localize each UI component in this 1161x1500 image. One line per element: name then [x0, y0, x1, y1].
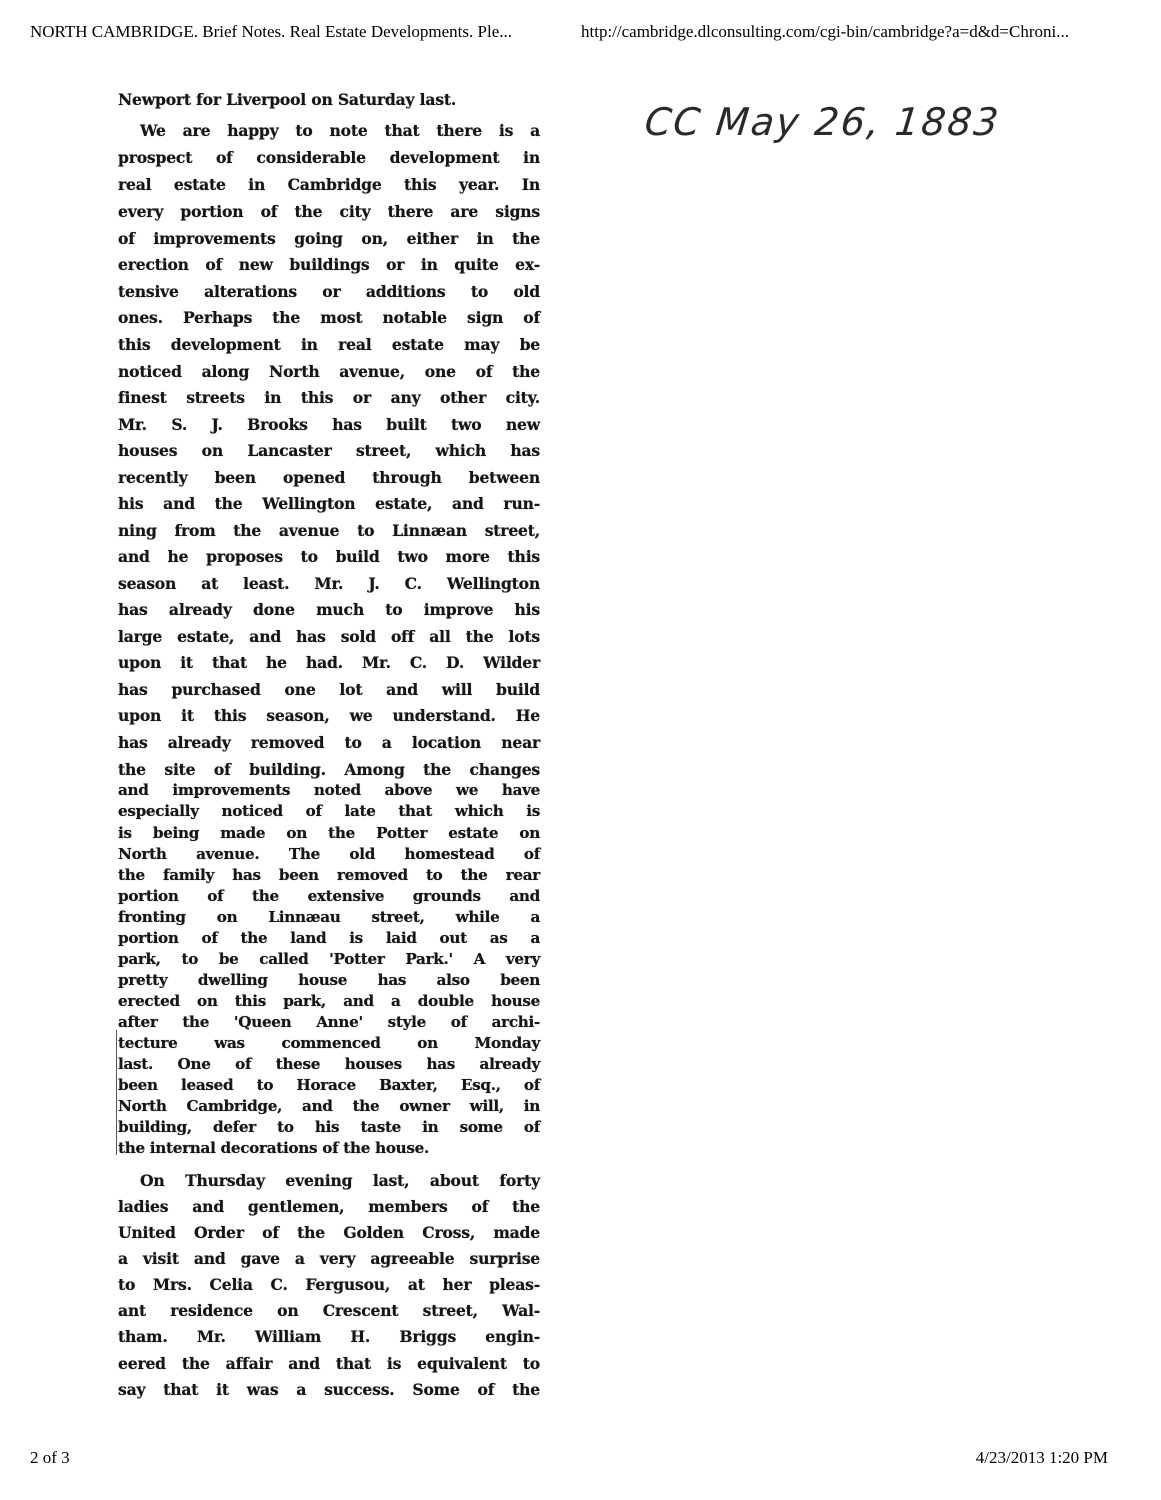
article-line: building, defer to his taste in some of [118, 1118, 540, 1136]
article-line: after the 'Queen Anne' style of archi- [118, 1013, 540, 1031]
article-line: portion of the land is laid out as a [118, 929, 540, 947]
article-line: the internal decorations of the house. [118, 1139, 430, 1157]
article-line: ladies and gentlemen, members of the [118, 1197, 540, 1216]
article-line: upon it this season, we understand. He [118, 706, 540, 725]
article-line: Mr. S. J. Brooks has built two new [118, 415, 540, 434]
article-line: prospect of considerable development in [118, 148, 540, 167]
article-line: erection of new buildings or in quite ex- [118, 255, 540, 274]
article-line: houses on Lancaster street, which has [118, 441, 540, 460]
article-line: On Thursday evening last, about forty [140, 1171, 540, 1190]
article-line: fronting on Linnæau street, while a [118, 908, 540, 926]
article-line: North Cambridge, and the owner will, in [118, 1097, 540, 1115]
article-line: tecture was commenced on Monday [118, 1034, 540, 1052]
article-line: is being made on the Potter estate on [118, 824, 540, 842]
article-line: has already removed to a location near [118, 733, 540, 752]
article-line: has already done much to improve his [118, 600, 540, 619]
article-line: to Mrs. Celia C. Fergusou, at her pleas- [118, 1275, 540, 1294]
article-line: this development in real estate may be [118, 335, 540, 354]
print-datetime: 4/23/2013 1:20 PM [975, 1448, 1108, 1467]
article-line: has purchased one lot and will build [118, 680, 540, 699]
article-line: North avenue. The old homestead of [118, 845, 540, 863]
article-line: his and the Wellington estate, and run- [118, 494, 540, 513]
article-line: every portion of the city there are signs [118, 202, 540, 221]
source-url: http://cambridge.dlconsulting.com/cgi-bin/cambridge?a=d&d=Chroni... [581, 22, 1069, 41]
article-line: recently been opened through between [118, 468, 540, 487]
article-line: park, to be called 'Potter Park.' A very [118, 950, 540, 968]
document-title: NORTH CAMBRIDGE. Brief Notes. Real Estate Developments. Ple... [30, 22, 512, 41]
article-line: the family has been removed to the rear [118, 866, 540, 884]
article-line: upon it that he had. Mr. C. D. Wilder [118, 653, 540, 672]
article-line: and improvements noted above we have [118, 781, 540, 799]
article-line: tensive alterations or additions to old [118, 282, 540, 301]
page-number: 2 of 3 [30, 1448, 70, 1467]
article-line: especially noticed of late that which is [118, 802, 540, 820]
margin-rule [116, 1030, 117, 1155]
article-line: tham. Mr. William H. Briggs engin- [118, 1327, 540, 1346]
handwritten-date-note: CC May 26, 1883 [642, 100, 1003, 144]
article-line: Newport for Liverpool on Saturday last. [118, 90, 457, 109]
article-line: erected on this park, and a double house [118, 992, 540, 1010]
article-line: of improvements going on, either in the [118, 229, 540, 248]
article-line: say that it was a success. Some of the [118, 1380, 540, 1399]
article-line: ning from the avenue to Linnæan street, [118, 521, 540, 540]
article-line: real estate in Cambridge this year. In [118, 175, 540, 194]
article-line: a visit and gave a very agreeable surprise [118, 1249, 540, 1268]
article-line: finest streets in this or any other city. [118, 388, 540, 407]
article-line: season at least. Mr. J. C. Wellington [118, 574, 540, 593]
article-line: noticed along North avenue, one of the [118, 362, 540, 381]
article-line: portion of the extensive grounds and [118, 887, 540, 905]
article-line: eered the affair and that is equivalent to [118, 1354, 540, 1373]
article-line: large estate, and has sold off all the lots [118, 627, 540, 646]
article-line: the site of building. Among the changes [118, 760, 540, 779]
article-line: United Order of the Golden Cross, made [118, 1223, 540, 1242]
article-line: last. One of these houses has already [118, 1055, 540, 1073]
article-line: ones. Perhaps the most notable sign of [118, 308, 540, 327]
article-line: been leased to Horace Baxter, Esq., of [118, 1076, 540, 1094]
article-line: ant residence on Crescent street, Wal- [118, 1301, 540, 1320]
article-line: and he proposes to build two more this [118, 547, 540, 566]
article-line: pretty dwelling house has also been [118, 971, 540, 989]
article-line: We are happy to note that there is a [140, 121, 540, 140]
